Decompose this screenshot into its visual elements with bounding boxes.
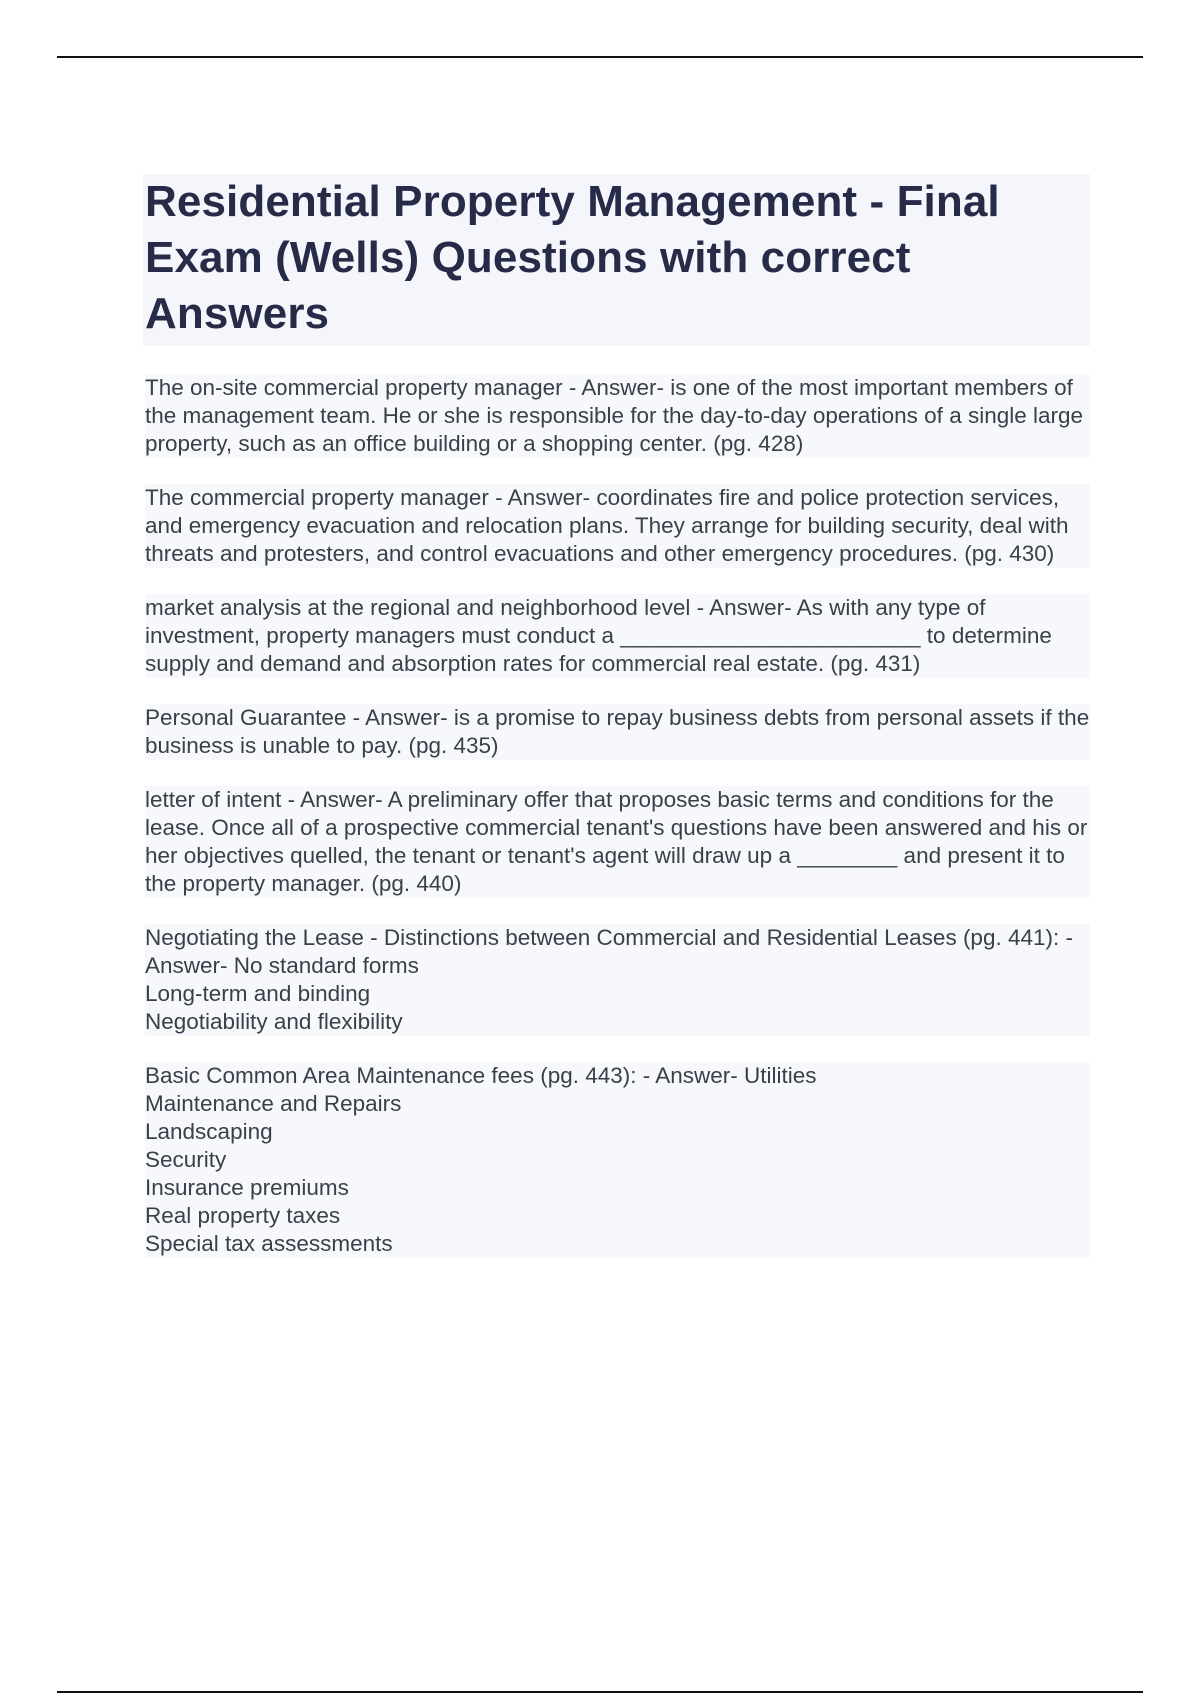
qa-item: letter of intent - Answer- A preliminary offer that proposes basic terms and conditions for the lease. Once all of a prospective commercial tenant's questions have been answered and his or her objectives quelled, the tenant or tenant's agent will draw up a ________ and present it to the property manager. (pg. 440)	[145, 786, 1090, 898]
qa-item: Negotiating the Lease - Distinctions between Commercial and Residential Leases (pg. 441): - Answer- No standard forms Long-term and binding Negotiability and flexibility	[145, 924, 1090, 1036]
document-title: Residential Property Management - Final Exam (Wells) Questions with correct Answers	[145, 177, 1000, 338]
bottom-rule	[57, 1691, 1143, 1693]
title-block	[143, 174, 1090, 346]
qa-item: Basic Common Area Maintenance fees (pg. 443): - Answer- Utilities Maintenance and Repairs Landscaping Security Insurance premiums Real property taxes Special tax assessments	[145, 1062, 1090, 1258]
document-body	[145, 174, 1090, 1284]
qa-item: The commercial property manager - Answer- coordinates fire and police protection services, and emergency evacuation and relocation plans. They arrange for building security, deal with threats and protesters, and control evacuations and other emergency procedures. (pg. 430)	[145, 484, 1090, 568]
top-rule	[57, 56, 1143, 58]
qa-item: The on-site commercial property manager - Answer- is one of the most important members of the management team. He or she is responsible for the day-to-day operations of a single large property, such as an office building or a shopping center. (pg. 428)	[145, 374, 1090, 458]
qa-item: Personal Guarantee - Answer- is a promise to repay business debts from personal assets if the business is unable to pay. (pg. 435)	[145, 705, 1090, 758]
qa-item: market analysis at the regional and neighborhood level - Answer- As with any type of investment, property managers must conduct a ________________________ to determine supply and demand and absorption rates for commercial real estate. (pg. 431)	[145, 594, 1090, 678]
qa-list	[145, 374, 1090, 1258]
